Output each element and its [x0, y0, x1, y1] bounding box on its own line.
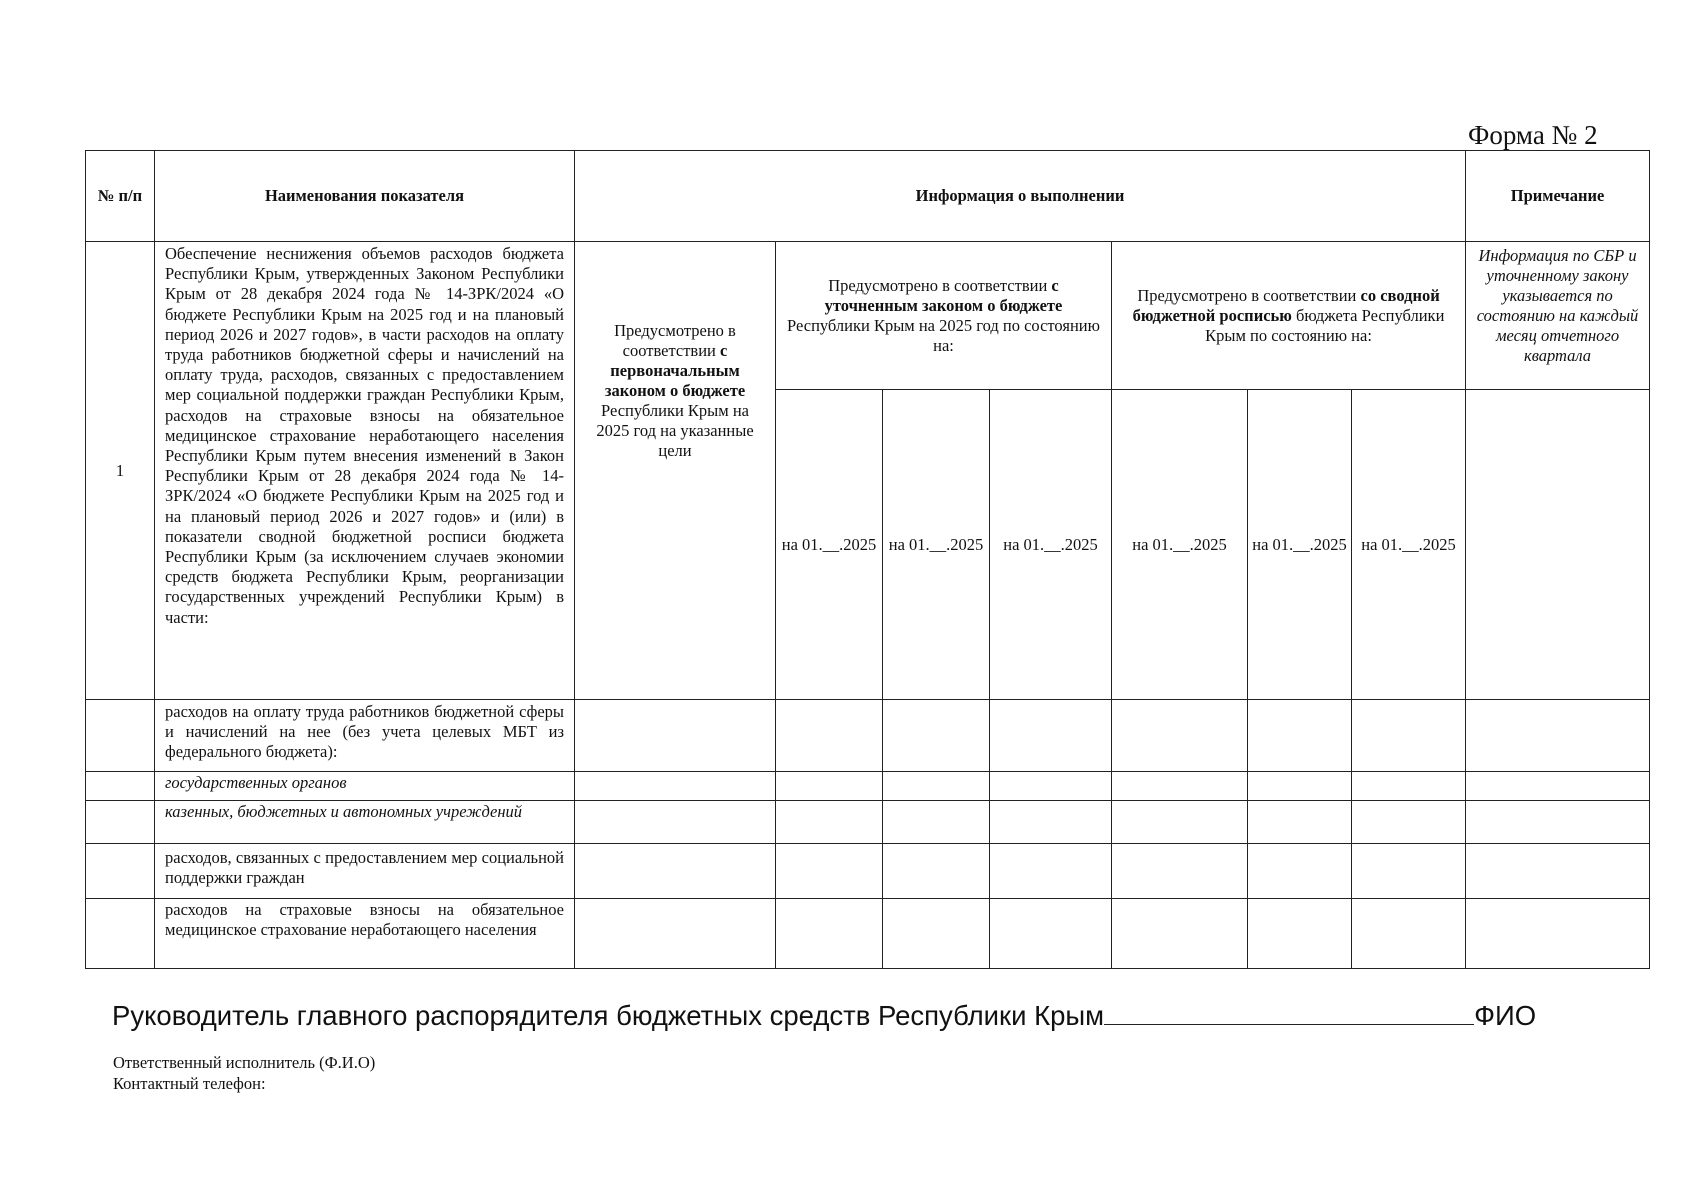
header-num: № п/п [86, 151, 155, 242]
signature-fio: ФИО [1474, 1000, 1537, 1031]
sub-row-num [86, 844, 155, 899]
row-number: 1 [86, 242, 155, 700]
contact-phone: Контактный телефон: [113, 1074, 266, 1093]
signature-blank[interactable] [1104, 1000, 1474, 1025]
note-empty-cell [1466, 390, 1650, 700]
date-cell-summary-3: на 01.__.2025 [1352, 390, 1466, 700]
date-cell-summary-1: на 01.__.2025 [1112, 390, 1248, 700]
sub-row-label: расходов, связанных с предоставлением мер социальной поддержки граждан [155, 844, 575, 899]
responsible-person: Ответственный исполнитель (Ф.И.О) [113, 1053, 376, 1072]
sub-row-num [86, 772, 155, 801]
initial-law-cell: Предусмотрено в соответствии с первоначальным законом о бюджете Республики Крым на 2025 год на указанные цели [575, 242, 776, 700]
sub-row-label: государственных органов [155, 772, 575, 801]
sub-row-num [86, 700, 155, 772]
header-info: Информация о выполнении [575, 151, 1466, 242]
sub-row-num [86, 899, 155, 969]
signature-line [112, 1000, 1536, 1032]
date-cell-summary-2: на 01.__.2025 [1248, 390, 1352, 700]
header-note: Примечание [1466, 151, 1650, 242]
sub-row-label: расходов на оплату труда работников бюджетной сферы и начислений на нее (без учета целевых МБТ из федерального бюджета): [155, 700, 575, 772]
indicator-description: Обеспечение неснижения объемов расходов бюджета Республики Крым, утвержденных Законом Республики Крым от 28 декабря 2024 года № 14-ЗРК/2024 «О бюджете Республики Крым на 2025 год и на плановый период 2026 и 2027 годов», в части расходов на оплату труда работников бюджетной сферы и начислений на оплату труда, расходов, связанных с предоставлением мер социальной поддержки граждан Республики Крым, расходов на страховые взносы на обязательное медицинское страхование неработающего населения Республики Крым путем внесения изменений в Закон Республики Крым от 28 декабря 2024 года № 14-ЗРК/2024 «О бюджете Республики Крым на 2025 год и на плановый период 2026 и 2027 годов» и (или) в показатели сводной бюджетной росписи бюджета Республики Крым (за исключением случаев экономии средств бюджета Республики Крым, реорганизации государственных учреждений Республики Крым) в части: [155, 242, 575, 700]
sub-row-num [86, 801, 155, 844]
date-cell-refined-1: на 01.__.2025 [776, 390, 883, 700]
note-cell: Информация по СБР и уточненному закону указывается по состоянию на каждый месяц отчетного квартала [1466, 242, 1650, 390]
sub-row-label: расходов на страховые взносы на обязательное медицинское страхование неработающего населения [155, 899, 575, 969]
summary-list-header: Предусмотрено в соответствии со сводной бюджетной росписью бюджета Республики Крым по состоянию на: [1112, 242, 1466, 390]
date-cell-refined-2: на 01.__.2025 [883, 390, 990, 700]
signature-text: Руководитель главного распорядителя бюджетных средств Республики Крым [112, 1000, 1105, 1031]
form-number: Форма № 2 [1468, 120, 1598, 150]
report-table [85, 150, 1650, 969]
footer [113, 1052, 375, 1094]
refined-law-header: Предусмотрено в соответствии с уточненным законом о бюджете Республики Крым на 2025 год по состоянию на: [776, 242, 1112, 390]
sub-row-label: казенных, бюджетных и автономных учреждений [155, 801, 575, 844]
date-cell-refined-3: на 01.__.2025 [990, 390, 1112, 700]
header-name: Наименования показателя [155, 151, 575, 242]
